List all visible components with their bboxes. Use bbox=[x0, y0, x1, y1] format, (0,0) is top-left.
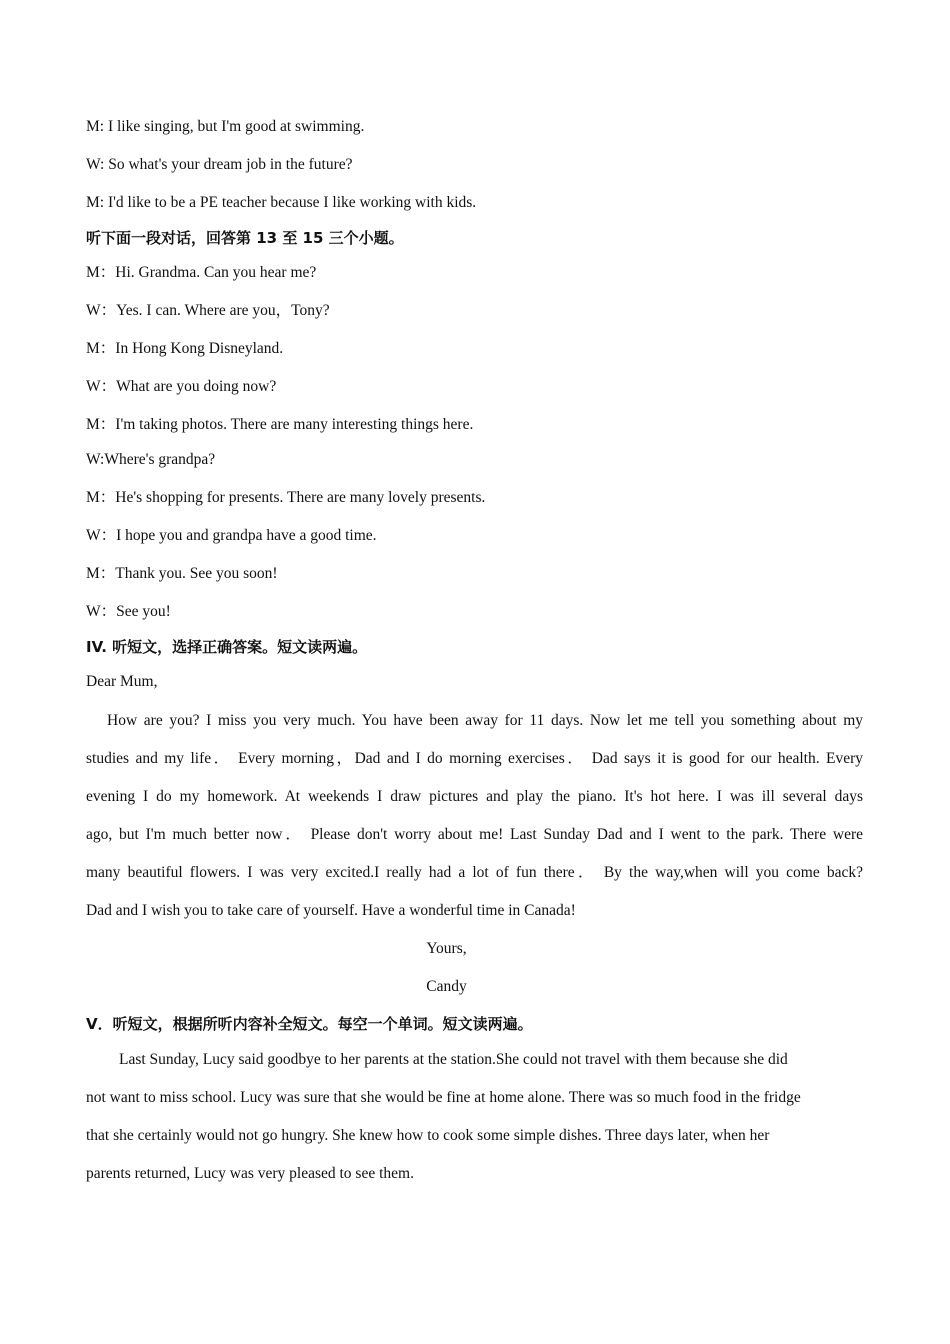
dialogue-line: M：In Hong Kong Disneyland. bbox=[86, 340, 284, 357]
letter-line: many beautiful flowers. I was very excited.I really had a lot of fun there． By the way,when will you come back? bbox=[86, 864, 863, 881]
letter-line: How are you? I miss you very much. You have been away for 11 days. Now let me tell you something about my bbox=[107, 712, 863, 729]
dialogue-line: W：What are you doing now? bbox=[86, 378, 277, 395]
dialogue-line: M：Thank you. See you soon! bbox=[86, 565, 278, 582]
letter-line: evening I do my homework. At weekends I draw pictures and play the piano. It's hot here. I was ill several days bbox=[86, 788, 863, 805]
letter-closing: Yours, bbox=[426, 940, 467, 957]
letter-salutation: Dear Mum, bbox=[86, 673, 158, 690]
section-heading-v: V．听短文，根据所听内容补全短文。每空一个单词。短文读两遍。 bbox=[86, 1015, 533, 1033]
dialogue-line: M: I'd like to be a PE teacher because I like working with kids. bbox=[86, 194, 477, 211]
passage-line: not want to miss school. Lucy was sure that she would be fine at home alone. There was so much food in the fridge bbox=[86, 1089, 801, 1106]
dialogue-line: M：He's shopping for presents. There are many lovely presents. bbox=[86, 489, 486, 506]
dialogue-line: M：I'm taking photos. There are many interesting things here. bbox=[86, 416, 474, 433]
dialogue-line: W：See you! bbox=[86, 603, 171, 620]
letter-line: studies and my life． Every morning，Dad and I do morning exercises． Dad says it is good for our health. Every bbox=[86, 750, 863, 767]
dialogue-line: W:Where's grandpa? bbox=[86, 451, 216, 468]
section-heading-13-15: 听下面一段对话，回答第 13 至 15 三个小题。 bbox=[86, 229, 404, 247]
section-heading-iv: IV. 听短文，选择正确答案。短文读两遍。 bbox=[86, 638, 368, 656]
dialogue-line: M：Hi. Grandma. Can you hear me? bbox=[86, 264, 317, 281]
passage-line: Last Sunday, Lucy said goodbye to her parents at the station.She could not travel with them because she did bbox=[119, 1051, 788, 1068]
letter-line: Dad and I wish you to take care of yourself. Have a wonderful time in Canada! bbox=[86, 902, 576, 919]
passage-line: parents returned, Lucy was very pleased to see them. bbox=[86, 1165, 414, 1182]
letter-line: ago, but I'm much better now． Please don't worry about me! Last Sunday Dad and I went to the park. There were bbox=[86, 826, 863, 843]
dialogue-line: W：Yes. I can. Where are you，Tony? bbox=[86, 302, 330, 319]
dialogue-line: W: So what's your dream job in the future? bbox=[86, 156, 353, 173]
letter-signature: Candy bbox=[426, 978, 467, 995]
passage-line: that she certainly would not go hungry. She knew how to cook some simple dishes. Three days later, when her bbox=[86, 1127, 770, 1144]
dialogue-line: M: I like singing, but I'm good at swimming. bbox=[86, 118, 365, 135]
dialogue-line: W：I hope you and grandpa have a good time. bbox=[86, 527, 377, 544]
